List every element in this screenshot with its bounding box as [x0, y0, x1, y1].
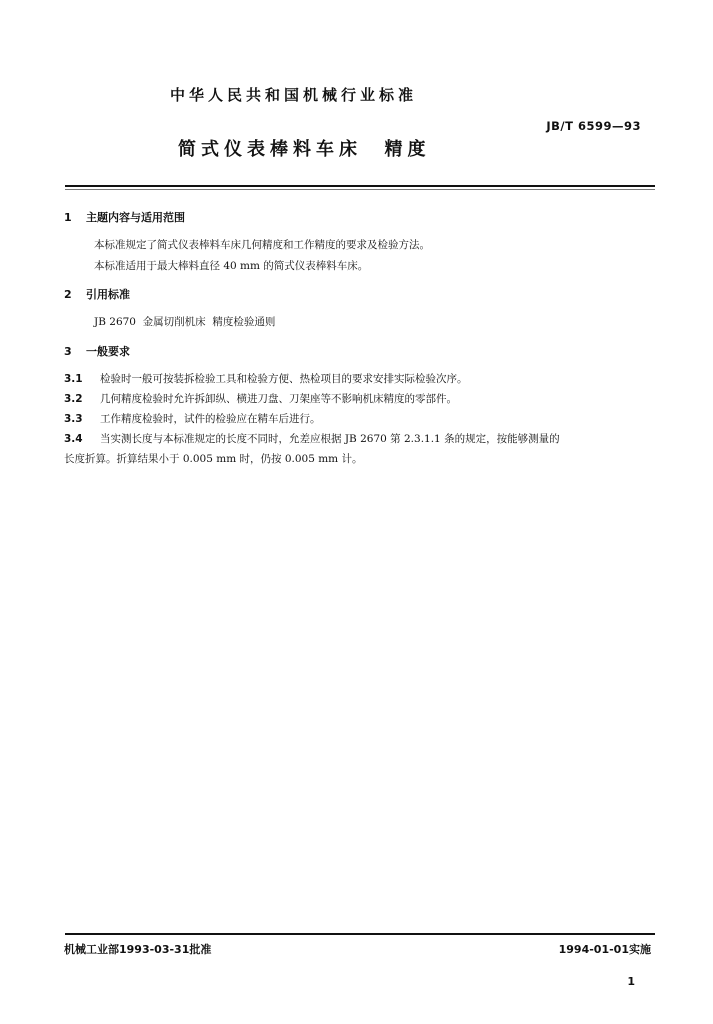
section-title: 一般要求 [86, 345, 130, 358]
clause-number: 3.2 [64, 393, 83, 405]
clause-3-4-continuation: 长度折算。折算结果小于 0.005 mm 时，仍按 0.005 mm 计。 [64, 453, 363, 465]
header-rule-thin [65, 189, 655, 190]
section-2-heading [64, 286, 130, 302]
clause-number: 3.1 [64, 373, 83, 385]
implementation-date: 1994-01-01实施 [558, 943, 651, 956]
header-rule [65, 185, 655, 187]
issuing-organization: 中华人民共和国机械行业标准 [170, 86, 418, 104]
clause-3-4 [64, 431, 560, 446]
section-1-heading [64, 209, 185, 225]
clause-3-1 [64, 371, 468, 386]
document-title: 简式仪表棒料车床 精度 [178, 139, 431, 160]
clause-text: 检验时一般可按装拆检验工具和检验方便、热检项目的要求安排实际检验次序。 [100, 373, 468, 385]
section-2-paragraph-1: JB 2670 金属切削机床 精度检验通则 [94, 316, 276, 328]
section-1-paragraph-1: 本标准规定了简式仪表棒料车床几何精度和工作精度的要求及检验方法。 [94, 239, 430, 251]
section-number: 2 [64, 288, 72, 301]
clause-3-3 [64, 411, 321, 426]
footer-rule [65, 933, 655, 935]
section-title: 引用标准 [86, 288, 130, 301]
page-number: 1 [627, 975, 635, 988]
section-1-paragraph-2: 本标准适用于最大棒料直径 40 mm 的简式仪表棒料车床。 [94, 260, 369, 272]
standard-number: JB/T 6599—93 [546, 119, 641, 133]
clause-number: 3.4 [64, 433, 83, 445]
section-3-heading [64, 343, 130, 359]
clause-text: 工作精度检验时，试件的检验应在精车后进行。 [100, 413, 321, 425]
section-title: 主题内容与适用范围 [86, 211, 185, 224]
section-number: 1 [64, 211, 72, 224]
clause-number: 3.3 [64, 413, 83, 425]
clause-text: 当实测长度与本标准规定的长度不同时，允差应根据 JB 2670 第 2.3.1.1 条的规定，按能够测量的 [100, 433, 560, 445]
clause-text: 几何精度检验时允许拆卸纵、横进刀盘、刀架座等不影响机床精度的零部件。 [100, 393, 457, 405]
section-number: 3 [64, 345, 72, 358]
clause-3-2 [64, 391, 457, 406]
approval-date: 机械工业部1993-03-31批准 [64, 943, 212, 956]
